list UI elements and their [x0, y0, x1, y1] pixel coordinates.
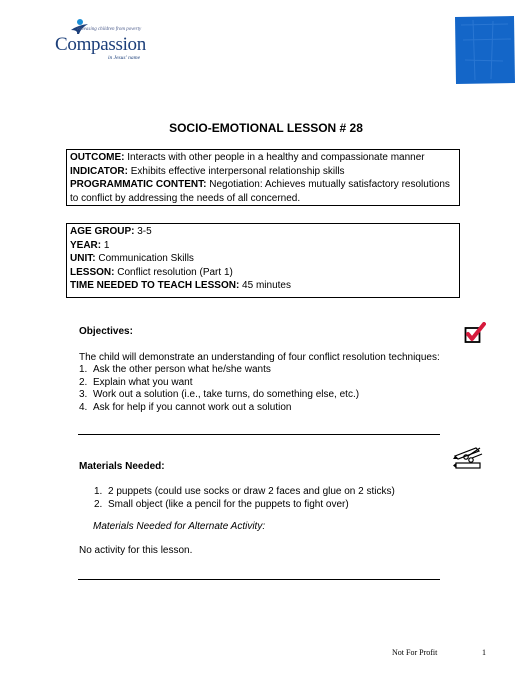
indicator-row — [70, 165, 456, 179]
list-item-num: 2. — [94, 498, 103, 510]
content-row — [70, 178, 456, 205]
list-item-num: 1. — [79, 364, 88, 375]
logo-wordmark: Compassion — [55, 34, 146, 55]
list-item-num: 3. — [79, 389, 88, 400]
outcome-row — [70, 151, 456, 165]
list-item-text: Explain what you want — [93, 376, 193, 388]
list-item — [79, 389, 359, 402]
footer-label: Not For Profit — [392, 648, 438, 657]
materials-heading: Materials Needed: — [79, 461, 165, 472]
objectives-heading: Objectives: — [79, 326, 133, 337]
outcome-value: Interacts with other people in a healthy and compassionate manner — [124, 152, 425, 163]
list-item-num: 4. — [79, 401, 88, 413]
time-label: TIME NEEDED TO TEACH LESSON: — [70, 280, 240, 291]
logo-subtitle: in Jesus' name — [108, 55, 141, 61]
time-row — [70, 279, 456, 293]
age-group-row — [70, 225, 456, 239]
unit-label: UNIT: — [70, 253, 96, 264]
checkbox-check-icon — [464, 322, 486, 344]
lesson-info-box — [66, 223, 460, 298]
list-item — [94, 499, 395, 512]
divider — [78, 579, 440, 580]
page-title: SOCIO-EMOTIONAL LESSON # 28 — [169, 121, 363, 135]
list-item — [79, 364, 359, 377]
unit-value: Communication Skills — [95, 253, 194, 264]
pencil-scissors-icon — [452, 446, 484, 472]
content-value: Negotiation: Achieves mutually satisfactory resolutions to conflict by addressing the needs of all concerned. — [70, 179, 450, 204]
alternate-activity-text: No activity for this lesson. — [79, 545, 193, 556]
alternate-materials-heading: Materials Needed for Alternate Activity: — [93, 521, 266, 532]
age-group-value: 3-5 — [134, 226, 152, 237]
materials-list — [94, 486, 395, 511]
year-value: 1 — [101, 239, 110, 251]
time-value: 45 minutes — [239, 280, 291, 291]
list-item-num: 2. — [79, 376, 88, 388]
lesson-label: LESSON: — [70, 266, 115, 278]
objectives-list — [79, 364, 359, 414]
list-item — [94, 486, 395, 499]
list-item-num: 1. — [94, 486, 103, 497]
age-group-label: AGE GROUP: — [70, 226, 135, 237]
list-item-text: Work out a solution (i.e., take turns, do something else, etc.) — [93, 389, 360, 400]
objectives-intro: The child will demonstrate an understanding of four conflict resolution techniques: — [79, 352, 440, 363]
lesson-row — [70, 266, 456, 280]
list-item-text: Ask the other person what he/she wants — [93, 364, 271, 375]
lesson-value: Conflict resolution (Part 1) — [114, 266, 233, 278]
list-item-text: Small object (like a pencil for the puppets to fight over) — [108, 498, 349, 510]
logo-tagline: Releasing children from poverty — [77, 27, 142, 32]
list-item-text: 2 puppets (could use socks or draw 2 faces and glue on 2 sticks) — [108, 486, 395, 497]
list-item — [79, 377, 359, 390]
outcome-label: OUTCOME: — [70, 152, 125, 163]
indicator-value: Exhibits effective interpersonal relationship skills — [127, 165, 345, 177]
year-label: YEAR: — [70, 239, 102, 251]
content-label: PROGRAMMATIC CONTENT: — [70, 179, 207, 190]
indicator-label: INDICATOR: — [70, 165, 128, 177]
list-item-text: Ask for help if you cannot work out a solution — [93, 401, 292, 413]
year-row — [70, 239, 456, 253]
outcome-box — [66, 149, 460, 206]
unit-row — [70, 252, 456, 266]
list-item — [79, 402, 359, 415]
blue-block — [453, 15, 516, 85]
page-number: 1 — [482, 648, 486, 657]
divider — [78, 434, 440, 435]
